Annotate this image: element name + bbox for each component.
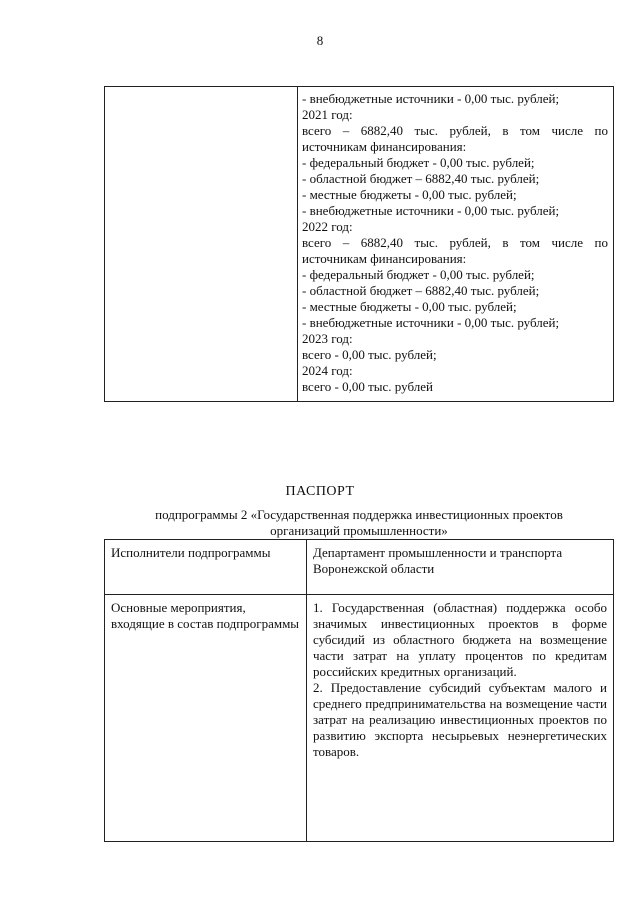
- financing-details-cell: [298, 87, 614, 402]
- financing-line: - внебюджетные источники - 0,00 тыс. рублей;: [302, 91, 560, 106]
- activities-value: [307, 595, 614, 842]
- activity-item: 2. Предоставление субсидий субъектам малого и среднего предпринимательства на возмещение части затрат на реализацию инвестиционных проектов по развитию экспорта несырьевых неэнергетических товаров.: [313, 680, 607, 759]
- passport-subtitle: [104, 507, 614, 539]
- financing-line: 2024 год:: [302, 363, 353, 378]
- financing-label-cell: [105, 87, 298, 402]
- financing-line: 2021 год:: [302, 107, 353, 122]
- activity-item: 1. Государственная (областная) поддержка особо значимых инвестиционных проектов в форме субсидий из областного бюджета на возмещение части затрат на уплату процентов по кредитам российских кредитных организаций.: [313, 600, 607, 679]
- financing-line: - федеральный бюджет - 0,00 тыс. рублей;: [302, 155, 535, 170]
- financing-line: - областной бюджет – 6882,40 тыс. рублей;: [302, 171, 540, 186]
- financing-line: 2023 год:: [302, 331, 353, 346]
- financing-line: источникам финансирования:: [302, 139, 467, 154]
- page-number: 8: [316, 33, 324, 48]
- financing-line: источникам финансирования:: [302, 251, 467, 266]
- table-row: [105, 595, 614, 842]
- financing-line: всего - 0,00 тыс. рублей;: [302, 347, 437, 362]
- activities-label: Основные мероприятия, входящие в состав подпрограммы: [105, 595, 307, 842]
- passport-table: [104, 539, 614, 842]
- financing-line: - федеральный бюджет - 0,00 тыс. рублей;: [302, 267, 535, 282]
- financing-line: - внебюджетные источники - 0,00 тыс. рублей;: [302, 315, 560, 330]
- financing-line: всего - 0,00 тыс. рублей: [302, 379, 433, 394]
- financing-line: - местные бюджеты - 0,00 тыс. рублей;: [302, 299, 517, 314]
- financing-table: [104, 86, 614, 402]
- executors-value-line: Воронежской области: [313, 561, 435, 576]
- executors-value-line: Департамент промышленности и транспорта: [313, 545, 563, 560]
- financing-line: - областной бюджет – 6882,40 тыс. рублей;: [302, 283, 540, 298]
- executors-value: [307, 540, 614, 595]
- financing-line: - внебюджетные источники - 0,00 тыс. рублей;: [302, 203, 560, 218]
- financing-line: всего – 6882,40 тыс. рублей, в том числе по: [302, 123, 608, 138]
- financing-line: 2022 год:: [302, 219, 353, 234]
- passport-title: ПАСПОРТ: [285, 484, 355, 499]
- passport-subtitle-line: подпрограммы 2 «Государственная поддержка инвестиционных проектов: [155, 507, 563, 522]
- table-row: [105, 540, 614, 595]
- executors-label: Исполнители подпрограммы: [105, 540, 307, 595]
- financing-line: всего – 6882,40 тыс. рублей, в том числе по: [302, 235, 608, 250]
- passport-subtitle-line: организаций промышленности»: [270, 523, 448, 538]
- financing-line: - местные бюджеты - 0,00 тыс. рублей;: [302, 187, 517, 202]
